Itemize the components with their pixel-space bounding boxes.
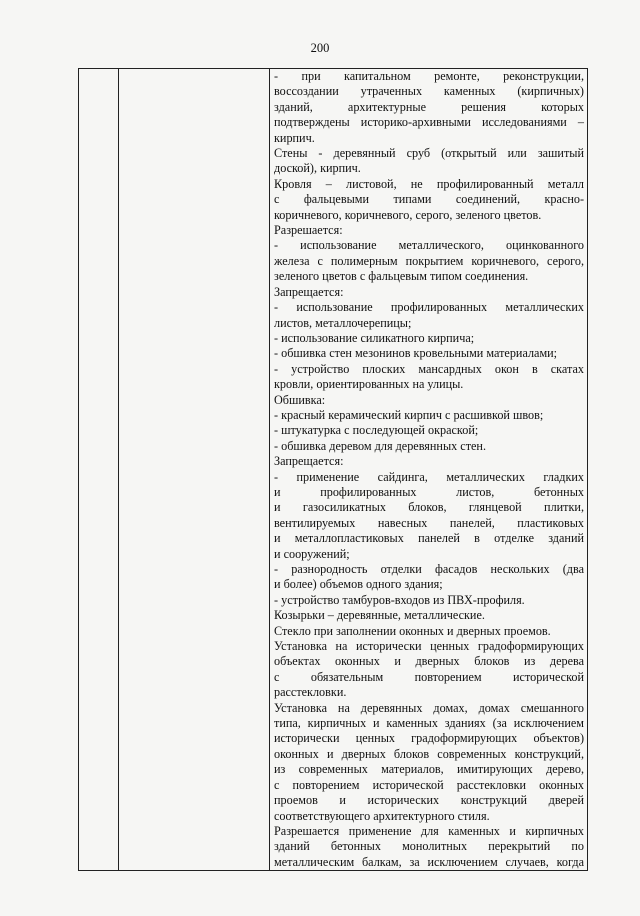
text-line: воссоздании утраченных каменных (кирпичных)	[274, 84, 584, 99]
text-line: Кровля – листовой, не профилированный металл	[274, 176, 584, 191]
text-line: - использование металлического, оцинкованного	[274, 238, 584, 253]
text-line: с фальцевыми типами соединений, красно-	[274, 192, 584, 207]
text-line: доской), кирпич.	[274, 161, 361, 176]
text-line: расстекловки.	[274, 685, 347, 700]
text-line: листов, металлочерепицы;	[274, 315, 412, 330]
text-line: - разнородность отделки фасадов нескольких (два	[274, 562, 584, 576]
text-line: исторически ценных градоформирующих объектов)	[274, 731, 584, 746]
text-line: - красный керамический кирпич с расшивкой швов;	[274, 407, 544, 422]
text-line: Обшивка:	[274, 392, 326, 407]
text-line: - применение сайдинга, металлических гладких	[274, 469, 584, 484]
text-line: кровли, ориентированных на улицы.	[274, 377, 464, 392]
text-line: объектах оконных и дверных блоков из дерева	[274, 654, 584, 669]
text-line: вентилируемых навесных панелей, пластиковых	[274, 515, 584, 530]
text-line: Стены - деревянный сруб (открытый или зашитый	[274, 146, 584, 161]
text-line: соответствующего архитектурного стиля.	[274, 808, 490, 823]
table-cell-requirements	[270, 69, 588, 871]
text-line: и более) объемов одного здания;	[274, 577, 443, 592]
text-line: зданий бетонных монолитных перекрытий по	[274, 839, 584, 854]
text-line: - обшивка стен мезонинов кровельными материалами;	[274, 346, 558, 361]
text-line: с повторением исторической расстекловки оконных	[274, 777, 584, 792]
text-line: Стекло при заполнении оконных и дверных проемов.	[274, 623, 551, 638]
text-line: кирпич.	[274, 130, 315, 145]
text-line: - устройство плоских мансардных окон в скатах	[274, 361, 584, 376]
text-line: - штукатурка с последующей окраской;	[274, 423, 479, 438]
text-line: и профилированных листов, бетонных	[274, 484, 584, 499]
text-line: Запрещается:	[274, 284, 344, 299]
text-line: - обшивка деревом для деревянных стен.	[274, 438, 486, 453]
text-line: Разрешается применение для каменных и кирпичных	[274, 823, 584, 838]
regulations-table	[78, 68, 588, 871]
text-line: подтверждены историко-архивными исследованиями –	[274, 115, 584, 130]
requirements-text	[274, 69, 584, 870]
text-line: Установка на исторически ценных градоформирующих	[274, 639, 584, 654]
text-line: - использование профилированных металлических	[274, 300, 584, 315]
text-line: коричневого, коричневого, серого, зеленого цветов.	[274, 207, 542, 222]
text-line: зеленого цветов с фальцевым типом соединения.	[274, 269, 529, 284]
text-line: из современных материалов, имитирующих дерево,	[274, 762, 584, 777]
text-line: - устройство тамбуров-входов из ПВХ-профиля.	[274, 592, 525, 607]
text-line: Разрешается:	[274, 223, 343, 238]
text-line: с обязательным повторением исторической	[274, 669, 584, 684]
text-line: проемов и исторических конструкций дверей	[274, 793, 584, 808]
text-line: оконных и дверных блоков современных конструкций,	[274, 746, 584, 761]
text-line: зданий, архитектурные решения которых	[274, 99, 584, 114]
text-line: и сооружений;	[274, 546, 350, 561]
text-line: - при капитальном ремонте, реконструкции,	[274, 69, 584, 83]
text-line: типа, кирпичных и каменных зданиях (за исключением	[274, 716, 584, 731]
table-row	[79, 69, 588, 871]
text-line: - использование силикатного кирпича;	[274, 330, 475, 345]
text-line: железа с полимерным покрытием коричневого, серого,	[274, 253, 584, 268]
text-line: и металлопластиковых панелей в отделке зданий	[274, 531, 584, 546]
text-line: Запрещается:	[274, 454, 344, 469]
text-line: Козырьки – деревянные, металлические.	[274, 608, 485, 623]
page-number: 200	[310, 41, 330, 55]
text-line: металлическим балкам, за исключением случаев, когда	[274, 854, 584, 869]
table-cell-object	[119, 69, 270, 871]
text-line: Установка на деревянных домах, домах смешанного	[274, 700, 584, 715]
table-cell-number	[79, 69, 119, 871]
text-line: и газосиликатных блоков, глянцевой плитки,	[274, 500, 584, 515]
